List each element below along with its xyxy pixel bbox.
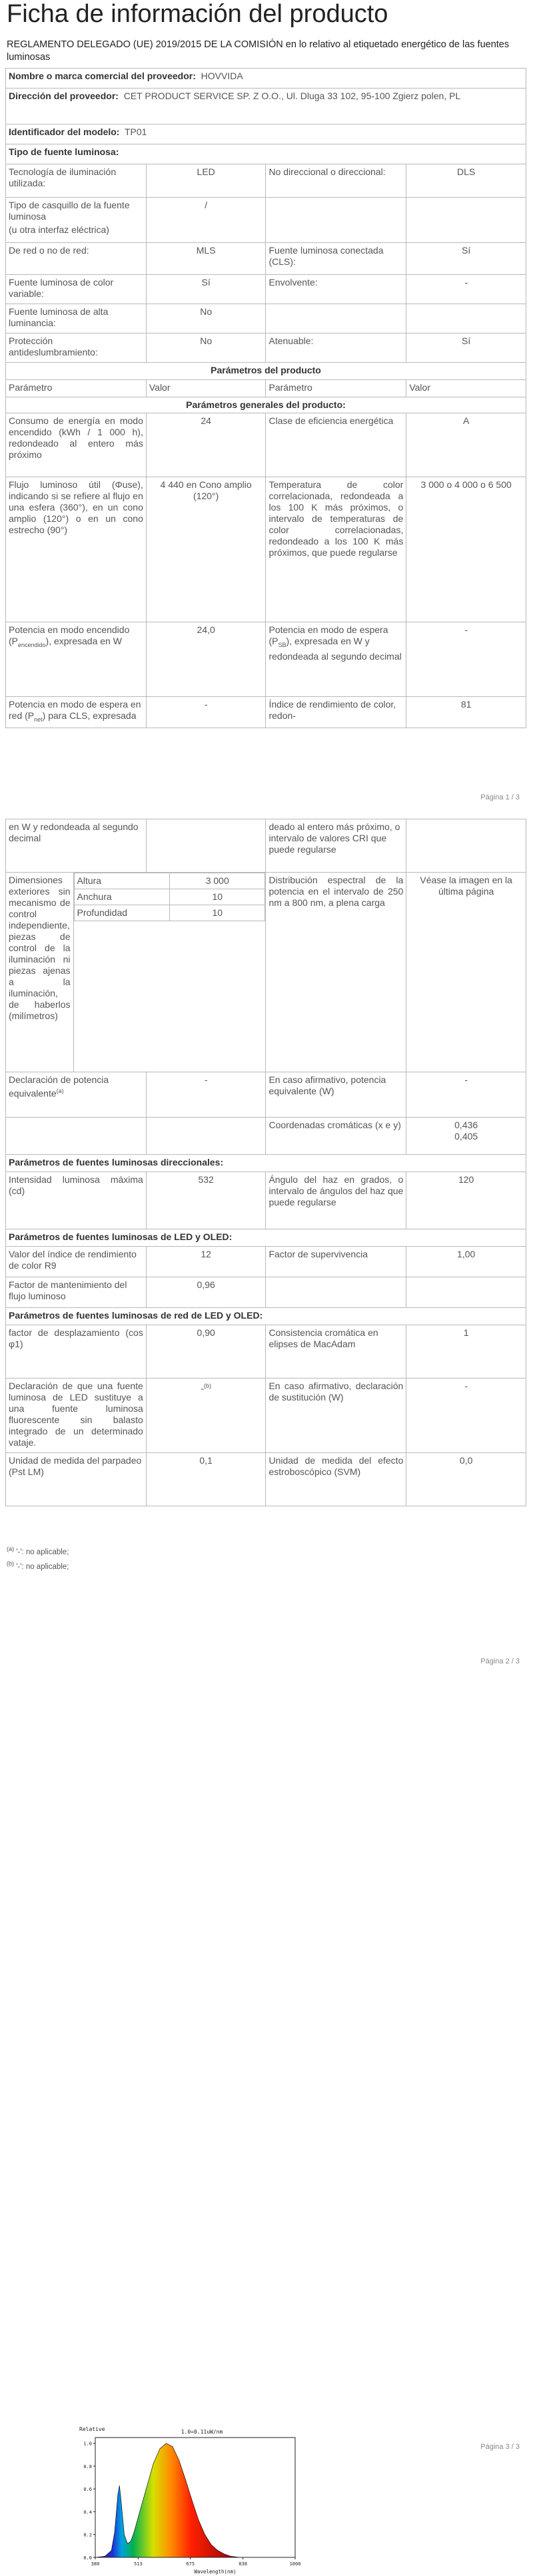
x-tick-label: 513 [134,2561,143,2567]
r9-value: 12 [146,1247,266,1277]
displacement-factor-label: factor de desplazamiento (cos φ1) [6,1325,147,1379]
displacement-factor-value: 0,90 [146,1325,266,1379]
page-title: Ficha de información del producto [7,0,388,28]
lumen-maintenance-value: 0,96 [146,1277,266,1308]
x-tick-label: 1000 [289,2561,301,2567]
page-3 [0,2150,533,2575]
page-number-1: Página 1 / 3 [480,793,520,801]
y-tick-label: 0.4 [83,2509,92,2515]
cap-note: (u otra interfaz eléctrica) [9,224,109,235]
dimensions-subtable [74,873,266,921]
chromaticity-x: 0,436 [454,1120,478,1130]
y-tick-label: 0.6 [83,2487,92,2493]
chromaticity-y: 0,405 [454,1131,478,1142]
equivalent-power-sup: (a) [56,1088,64,1094]
equivalent-power-w-label: En caso afirmativo, potencia equivalente (W) [266,1072,406,1118]
mains-value: MLS [146,243,266,275]
high-luminance-label: Fuente luminosa de alta luminancia: [6,304,147,333]
cct-label: Temperatura de color correlacionada, redondeada a los 100 K más próximos, o intervalo de temperaturas de color correlacionadas, redondeado a los 100 K más próximos, que puede regularse [266,477,406,622]
footnote-b-mark: (b) [7,1560,14,1567]
supplier-name-label: Nombre o marca comercial del proveedor: [9,71,196,81]
peak-intensity-label: Intensidad luminosa máxima (cd) [6,1172,147,1229]
efficiency-value: A [406,413,526,477]
power-on-value: 24,0 [146,622,266,697]
page-number-2: Página 2 / 3 [480,1657,520,1665]
high-luminance-value: No [146,304,266,333]
flux-value: 4 440 en Cono amplio (120°) [146,477,266,622]
efficiency-label: Clase de eficiencia energética [266,413,406,477]
beam-angle-value: 120 [406,1172,526,1229]
chart-xlabel: Wavelength(nm) [194,2569,237,2575]
x-tick-label: 380 [91,2561,100,2567]
x-tick-label: 838 [239,2561,247,2567]
mains-led-heading: Parámetros de fuentes luminosas de red de LED y OLED: [6,1308,526,1325]
depth-label: Profundidad [74,905,169,921]
cap-label: Tipo de casquillo de la fuente luminosa [9,200,130,222]
standby-label-end: ), expresada en W y redondeada al segundo decimal [268,636,402,662]
page-number-3: Página 3 / 3 [480,2443,520,2451]
macadam-value: 1 [406,1325,526,1379]
spectrum-chart [75,2423,322,2576]
spd-value: Véase la imagen en la última página [406,873,526,1072]
tech-value: LED [146,164,266,198]
led-heading: Parámetros de fuentes luminosas de LED y OLED: [6,1229,526,1247]
page-1 [0,0,533,809]
footnote-a [7,1546,69,1556]
chromaticity-label: Coordenadas cromáticas (x e y) [266,1118,406,1155]
cap-value: / [146,198,266,243]
macadam-label: Consistencia cromática en elipses de MacAdam [266,1325,406,1379]
mains-label: De red o no de red: [6,243,147,275]
y-tick-label: 0.2 [83,2532,92,2538]
flicker-label: Unidad de medida del parpadeo (Pst LM) [6,1453,147,1506]
footnote-a-text: '-': no aplicable; [16,1548,69,1556]
energy-value: 24 [146,413,266,477]
equivalent-power-value: - [146,1072,266,1118]
col-value-header: Valor [146,380,266,397]
equivalent-power-w-value: - [406,1072,526,1118]
cct-value: 3 000 o 4 000 o 6 500 [406,477,526,622]
tech-label: Tecnología de iluminación utilizada: [6,164,147,198]
depth-value: 10 [169,905,265,921]
lumen-maintenance-label: Factor de mantenimiento del flujo luminoso [6,1277,147,1308]
y-tick-label: 0.0 [83,2555,92,2561]
params-heading: Parámetros del producto [6,363,526,380]
product-info-table-continued [5,819,526,1506]
col-value-header-2: Valor [406,380,526,397]
directional-value: DLS [406,164,526,198]
x-tick-label: 675 [186,2561,195,2567]
envelope-label: Envolvente: [266,275,406,304]
net-standby-sub: net [34,716,43,723]
power-on-label-end: ), expresada en W [45,636,122,646]
flux-label: Flujo luminoso útil (Φuse), indicando si se refiere al flujo en una esfera (360°), en un cono amplio (120°) o en un cono estrecho (90°) [6,477,147,622]
net-standby-label: Potencia en modo de espera en red (P [9,699,141,721]
general-heading: Parámetros generales del producto: [6,397,526,413]
net-standby-label-c: en W y redondeada al segundo decimal [6,819,147,873]
spd-label: Distribución espectral de la potencia en el intervalo de 250 nm a 800 nm, a plena carga [266,873,406,1072]
cri-value: 81 [406,697,526,728]
cri-label-b: deado al entero más próximo, o intervalo de valores CRI que puede regularse [266,819,406,873]
colour-tunable-value: Sí [146,275,266,304]
directional-heading: Parámetros de fuentes luminosas direccionales: [6,1155,526,1172]
peak-intensity-value: 532 [146,1172,266,1229]
survival-value: 1,00 [406,1247,526,1277]
dimensions-label: Dimensiones exteriores sin mecanismo de control independiente, piezas de control de la iluminación ni piezas ajenas a la iluminación, de haberlos (milímetros) [6,873,74,1072]
standby-label: Potencia en modo de espera (P [268,624,388,646]
retrofit-label: Declaración de que una fuente luminosa de LED sustituye a una fuente luminosa fluorescente sin balasto integrado de un determinado vataje. [6,1379,147,1453]
height-value: 3 000 [169,873,265,889]
width-value: 10 [169,889,265,905]
dimmable-value: Sí [406,333,526,363]
stroboscopic-label: Unidad de medida del efecto estroboscópico (SVM) [266,1453,406,1506]
beam-angle-label: Ángulo del haz en grados, o intervalo de ángulos del haz que puede regularse [266,1172,406,1229]
connected-label: Fuente luminosa conectada (CLS): [266,243,406,275]
supplier-name-value: HOVVIDA [201,71,243,81]
y-tick-label: 1.0 [83,2441,92,2447]
footnote-a-mark: (a) [7,1546,14,1552]
stroboscopic-value: 0,0 [406,1453,526,1506]
product-info-table [5,68,526,728]
antiglare-value: No [146,333,266,363]
standby-sub: SB [278,641,286,648]
r9-label: Valor del índice de rendimiento de color R9 [6,1247,147,1277]
retrofit-w-label: En caso afirmativo, declaración de sustitución (W) [266,1379,406,1453]
footnote-b [7,1560,69,1571]
connected-value: Sí [406,243,526,275]
equivalent-power-label: Declaración de potencia equivalente [9,1074,109,1099]
model-id-value: TP01 [125,126,147,137]
regulation-subtitle: REGLAMENTO DELEGADO (UE) 2019/2015 DE LA COMISIÓN en lo relativo al etiquetado energético de las fuentes luminosas [7,39,510,63]
col-param-header-2: Parámetro [266,380,406,397]
height-label: Altura [74,873,169,889]
cri-label: Índice de rendimiento de color, redon- [266,697,406,728]
antiglare-label: Protección antideslumbramiento: [6,333,147,363]
chart-header-text: 1.0=0.11uW/nm [181,2429,223,2435]
y-tick-label: 0.8 [83,2464,92,2469]
model-id-label: Identificador del modelo: [9,126,120,137]
standby-value: - [406,622,526,697]
directional-label: No direccional o direccional: [266,164,406,198]
supplier-address-label: Dirección del proveedor: [9,91,119,101]
supplier-address-value: CET PRODUCT SERVICE SP. Z O.O., Ul. Dluga 33 102, 95-100 Zgierz polen, PL [123,91,461,101]
dimmable-label: Atenuable: [266,333,406,363]
energy-label: Consumo de energía en modo encendido (kWh / 1 000 h), redondeado al entero más próximo [6,413,147,477]
net-standby-value: - [146,697,266,728]
chart-ylabel: Relative [79,2426,105,2432]
retrofit-value: - [201,1383,204,1394]
survival-label: Factor de supervivencia [266,1247,406,1277]
power-on-label: Potencia en modo encendido (P [9,624,130,646]
envelope-value: - [406,275,526,304]
footnote-b-text: '-': no aplicable; [16,1562,69,1571]
type-heading: Tipo de fuente luminosa: [6,144,526,164]
width-label: Anchura [74,889,169,905]
power-on-sub: encendido [18,641,46,648]
col-param-header: Parámetro [6,380,147,397]
page-2 [0,819,533,2137]
retrofit-w-value: - [406,1379,526,1453]
net-standby-label-b: ) para CLS, expresada [42,710,137,721]
flicker-value: 0,1 [146,1453,266,1506]
colour-tunable-label: Fuente luminosa de color variable: [6,275,147,304]
retrofit-sup: (b) [203,1383,211,1389]
